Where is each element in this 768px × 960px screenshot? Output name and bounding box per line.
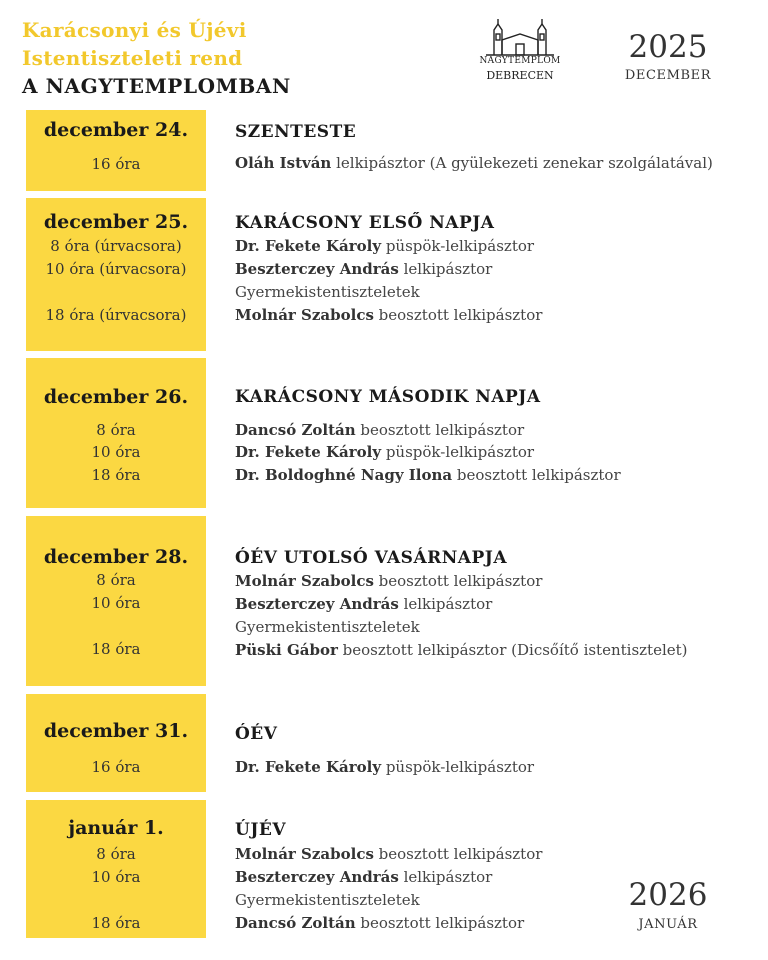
header-title-line1: Karácsonyi és Újévi — [22, 18, 247, 42]
event-title-szenteste: SZENTESTE — [235, 122, 357, 142]
event-title-karacsony-masodik-napja: KARÁCSONY MÁSODIK NAPJA — [235, 387, 541, 407]
minister-role: beosztott lelkipásztor — [355, 421, 525, 439]
minister-line — [235, 867, 492, 887]
minister-line — [235, 259, 492, 279]
minister-line — [235, 305, 542, 325]
date-label: december 24. — [43, 119, 189, 141]
minister-line — [235, 640, 688, 660]
minister-role: beosztott lelkipásztor — [373, 845, 543, 863]
time-label: 10 óra — [91, 594, 141, 612]
minister-name: Beszterczey András — [235, 868, 399, 886]
minister-name: Oláh István — [235, 154, 332, 172]
minister-role: beosztott lelkipásztor — [452, 466, 621, 484]
minister-role: püspök-lelkipásztor — [381, 758, 535, 776]
time-label: 18 óra — [91, 914, 141, 932]
event-title-karacsony-elso-napja: KARÁCSONY ELSŐ NAPJA — [235, 213, 495, 233]
service-note — [235, 617, 420, 637]
minister-name: Dancsó Zoltán — [235, 914, 356, 932]
minister-role: püspök-lelkipásztor — [381, 237, 535, 255]
time-label: 10 óra — [91, 868, 141, 886]
time-label: 10 óra (úrvacsora) — [45, 260, 187, 278]
minister-name: Dr. Fekete Károly — [235, 443, 382, 461]
month-januar: JANUÁR — [638, 917, 698, 932]
date-label: december 25. — [43, 211, 189, 233]
minister-name: Dr. Fekete Károly — [235, 237, 382, 255]
minister-name: Beszterczey András — [235, 260, 399, 278]
time-label: 8 óra — [96, 571, 136, 589]
event-title-oev: ÓÉV — [235, 724, 278, 744]
time-label: 18 óra — [91, 640, 141, 658]
time-label: 16 óra — [91, 155, 141, 173]
minister-line — [235, 844, 542, 864]
minister-role: lelkipásztor — [398, 260, 493, 278]
minister-name: Dr. Fekete Károly — [235, 758, 382, 776]
logo-text-nagytemplom: NAGYTEMPLOM — [479, 56, 561, 66]
date-box-jan1 — [26, 800, 206, 938]
event-title-ujev: ÚJÉV — [235, 820, 287, 840]
note-text: Gyermekistentiszteletek — [235, 891, 420, 909]
time-label: 18 óra — [91, 466, 141, 484]
church-icon — [484, 18, 556, 56]
note-text: Gyermekistentiszteletek — [235, 618, 420, 636]
minister-role: beosztott lelkipásztor (Dicsőítő istentisztelet) — [337, 641, 688, 659]
time-label: 8 óra — [96, 845, 136, 863]
service-note — [235, 282, 420, 302]
minister-line — [235, 757, 534, 777]
minister-name: Molnár Szabolcs — [235, 572, 374, 590]
minister-name: Püski Gábor — [235, 641, 338, 659]
date-label: január 1. — [68, 817, 164, 839]
minister-role: lelkipásztor — [398, 595, 493, 613]
church-logo — [476, 18, 564, 84]
date-box-dec28 — [26, 516, 206, 686]
minister-name: Molnár Szabolcs — [235, 306, 374, 324]
header-title-line2: Istentiszteleti rend — [22, 46, 243, 70]
date-box-dec31 — [26, 694, 206, 792]
time-label: 8 óra (úrvacsora) — [50, 237, 182, 255]
date-label: december 28. — [43, 546, 189, 568]
date-box-dec26 — [26, 358, 206, 508]
minister-role: beosztott lelkipásztor — [355, 914, 525, 932]
year-2025: 2025 — [628, 29, 708, 65]
logo-text-debrecen: DEBRECEN — [486, 69, 554, 82]
service-note — [235, 890, 420, 910]
minister-name: Beszterczey András — [235, 595, 399, 613]
minister-name: Molnár Szabolcs — [235, 845, 374, 863]
date-box-dec24 — [26, 110, 206, 191]
minister-role: beosztott lelkipásztor — [373, 572, 543, 590]
minister-line — [235, 420, 524, 440]
minister-line — [235, 594, 492, 614]
minister-role: püspök-lelkipásztor — [381, 443, 535, 461]
note-text: Gyermekistentiszteletek — [235, 283, 420, 301]
minister-name: Dr. Boldoghné Nagy Ilona — [235, 466, 453, 484]
time-label: 18 óra (úrvacsora) — [45, 306, 187, 324]
minister-name: Dancsó Zoltán — [235, 421, 356, 439]
minister-line — [235, 571, 542, 591]
minister-role: lelkipásztor (A gyülekezeti zenekar szolgálatával) — [331, 154, 713, 172]
time-label: 10 óra — [91, 443, 141, 461]
event-title-oev-utolso-vasarnapja: ÓÉV UTOLSÓ VASÁRNAPJA — [235, 548, 508, 568]
time-label: 16 óra — [91, 758, 141, 776]
date-box-dec25 — [26, 198, 206, 351]
minister-line — [235, 913, 524, 933]
minister-line — [235, 465, 621, 485]
date-label: december 31. — [43, 720, 189, 742]
minister-role: lelkipásztor — [398, 868, 493, 886]
minister-line — [235, 236, 534, 256]
minister-line — [235, 153, 713, 173]
minister-role: beosztott lelkipásztor — [373, 306, 543, 324]
date-label: december 26. — [43, 386, 189, 408]
year-2026: 2026 — [628, 877, 708, 913]
minister-line — [235, 442, 534, 462]
time-label: 8 óra — [96, 421, 136, 439]
month-december: DECEMBER — [624, 68, 712, 83]
header-title-line3: A NAGYTEMPLOMBAN — [22, 74, 291, 98]
